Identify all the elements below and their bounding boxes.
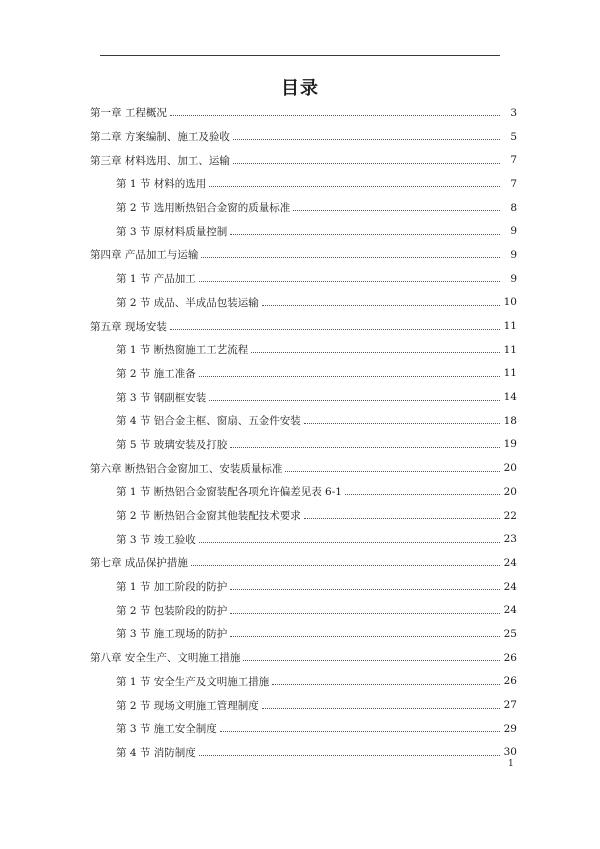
toc-section-entry[interactable]: [90, 622, 517, 646]
toc-section-entry[interactable]: [90, 504, 517, 528]
toc-entry-text: 第 3 节 竣工验收: [116, 533, 196, 546]
toc-entry-page: 25: [503, 627, 517, 640]
toc-leader-dots: [251, 352, 500, 353]
toc-entry-page: 9: [510, 272, 517, 285]
toc-section-entry[interactable]: [90, 362, 517, 386]
toc-entry-page: 24: [503, 556, 517, 569]
toc-entry-text: 第 2 节 包装阶段的防护: [116, 604, 228, 617]
toc-entry-page: 8: [510, 201, 517, 214]
toc-leader-dots: [262, 708, 500, 709]
toc-leader-dots: [230, 447, 500, 448]
toc-leader-dots: [233, 163, 500, 164]
toc-entry-text: 第 1 节 断热铝合金窗装配各项允许偏差见表 6-1: [116, 486, 342, 499]
toc-leader-dots: [191, 565, 500, 566]
page-title: 目录: [281, 78, 319, 99]
toc-chapter-entry[interactable]: [90, 125, 517, 149]
toc-section-entry[interactable]: [90, 527, 517, 551]
toc-leader-dots: [170, 115, 500, 116]
toc-entry-page: 9: [510, 225, 517, 238]
toc-chapter-entry[interactable]: [90, 314, 517, 338]
toc-section-entry[interactable]: [90, 575, 517, 599]
toc-section-entry[interactable]: [90, 480, 517, 504]
toc-entry-text: 第 2 节 现场文明施工管理制度: [116, 699, 259, 712]
toc-chapter-entry[interactable]: [90, 148, 517, 172]
toc-leader-dots: [230, 636, 500, 637]
toc-chapter-entry[interactable]: [90, 456, 517, 480]
toc-entry-page: 27: [503, 699, 517, 712]
toc-leader-dots: [201, 257, 500, 258]
toc-entry-page: 24: [503, 604, 517, 617]
toc-entry-text: 第 3 节 原材料质量控制: [116, 225, 228, 238]
toc-entry-text: 第 3 节 施工现场的防护: [116, 628, 228, 641]
toc-entry-text: 第 1 节 加工阶段的防护: [116, 581, 228, 594]
toc-entry-page: 11: [503, 343, 517, 356]
header-rule: [100, 55, 500, 56]
toc-chapter-entry[interactable]: [90, 551, 517, 575]
toc-entry-page: 26: [503, 651, 517, 664]
toc-entry-text: 第 3 节 施工安全制度: [116, 723, 217, 736]
toc-leader-dots: [199, 281, 500, 282]
toc-entry-text: 第三章 材料选用、加工、运输: [90, 154, 230, 167]
toc-entry-page: 9: [510, 248, 517, 261]
toc-leader-dots: [220, 731, 500, 732]
toc-entry-text: 第七章 成品保护措施: [90, 557, 188, 570]
toc-entry-page: 11: [503, 367, 517, 380]
toc-entry-page: 20: [503, 462, 517, 475]
toc-chapter-entry[interactable]: [90, 646, 517, 670]
toc-section-entry[interactable]: [90, 172, 517, 196]
toc-entry-text: 第 4 节 消防制度: [116, 746, 196, 759]
toc-entry-page: 11: [503, 320, 517, 333]
toc-section-entry[interactable]: [90, 741, 517, 765]
toc-entry-text: 第四章 产品加工与运输: [90, 249, 199, 262]
toc-leader-dots: [230, 589, 500, 590]
toc-section-entry[interactable]: [90, 338, 517, 362]
toc-entry-page: 24: [503, 580, 517, 593]
toc-entry-text: 第 2 节 断热铝合金窗其他装配技术要求: [116, 510, 301, 523]
toc-leader-dots: [209, 400, 500, 401]
toc-entry-page: 5: [510, 130, 517, 143]
toc-section-entry[interactable]: [90, 219, 517, 243]
toc-entry-text: 第 2 节 施工准备: [116, 367, 196, 380]
toc-entry-page: 19: [503, 438, 517, 451]
toc-leader-dots: [285, 471, 500, 472]
toc-entry-text: 第 1 节 安全生产及文明施工措施: [116, 675, 270, 688]
toc-section-entry[interactable]: [90, 196, 517, 220]
toc-leader-dots: [304, 423, 500, 424]
toc-entry-text: 第 1 节 材料的选用: [116, 178, 207, 191]
toc-section-entry[interactable]: [90, 693, 517, 717]
toc-entry-text: 第五章 现场安装: [90, 320, 167, 333]
toc-entry-text: 第 2 节 选用断热铝合金窗的质量标准: [116, 202, 291, 215]
toc-leader-dots: [230, 234, 500, 235]
toc-entry-page: 7: [510, 154, 517, 167]
toc-entry-text: 第六章 断热铝合金窗加工、安装质量标准: [90, 462, 283, 475]
toc-chapter-entry[interactable]: [90, 101, 517, 125]
toc-section-entry[interactable]: [90, 717, 517, 741]
toc-leader-dots: [209, 186, 500, 187]
toc-leader-dots: [233, 139, 500, 140]
toc-entry-text: 第二章 方案编制、施工及验收: [90, 131, 230, 144]
toc-leader-dots: [243, 660, 500, 661]
toc-section-entry[interactable]: [90, 670, 517, 694]
toc-entry-text: 第 5 节 玻璃安装及打胶: [116, 438, 228, 451]
toc-section-entry[interactable]: [90, 409, 517, 433]
toc-leader-dots: [199, 376, 500, 377]
toc-section-entry[interactable]: [90, 267, 517, 291]
toc-leader-dots: [345, 494, 500, 495]
toc-entry-page: 3: [510, 106, 517, 119]
toc-section-entry[interactable]: [90, 598, 517, 622]
toc-leader-dots: [304, 518, 500, 519]
toc-entry-text: 第 4 节 铝合金主框、窗扇、五金件安装: [116, 415, 301, 428]
toc-entry-page: 18: [503, 414, 517, 427]
toc-entry-page: 7: [510, 177, 517, 190]
toc-entry-text: 第 1 节 产品加工: [116, 273, 196, 286]
page-number: 1: [508, 759, 514, 769]
toc-entry-page: 22: [503, 509, 517, 522]
toc-entry-page: 23: [503, 533, 517, 546]
toc-leader-dots: [272, 684, 500, 685]
toc-entry-text: 第一章 工程概况: [90, 107, 167, 120]
toc-entry-text: 第 3 节 钢副框安装: [116, 391, 207, 404]
toc-section-entry[interactable]: [90, 385, 517, 409]
toc-chapter-entry[interactable]: [90, 243, 517, 267]
toc-entry-page: 14: [503, 391, 517, 404]
toc-entry-text: 第八章 安全生产、文明施工措施: [90, 652, 241, 665]
toc-leader-dots: [199, 542, 500, 543]
table-of-contents: [90, 101, 517, 764]
toc-entry-page: 20: [503, 485, 517, 498]
toc-entry-page: 30: [503, 746, 517, 759]
toc-entry-page: 10: [503, 296, 517, 309]
toc-section-entry[interactable]: [90, 291, 517, 315]
toc-section-entry[interactable]: [90, 433, 517, 457]
toc-leader-dots: [262, 305, 500, 306]
toc-entry-text: 第 1 节 断热窗施工工艺流程: [116, 344, 249, 357]
toc-leader-dots: [170, 329, 500, 330]
toc-leader-dots: [293, 210, 500, 211]
toc-leader-dots: [230, 613, 500, 614]
toc-leader-dots: [199, 755, 500, 756]
toc-entry-text: 第 2 节 成品、半成品包装运输: [116, 296, 259, 309]
toc-entry-page: 26: [503, 675, 517, 688]
toc-entry-page: 29: [503, 722, 517, 735]
